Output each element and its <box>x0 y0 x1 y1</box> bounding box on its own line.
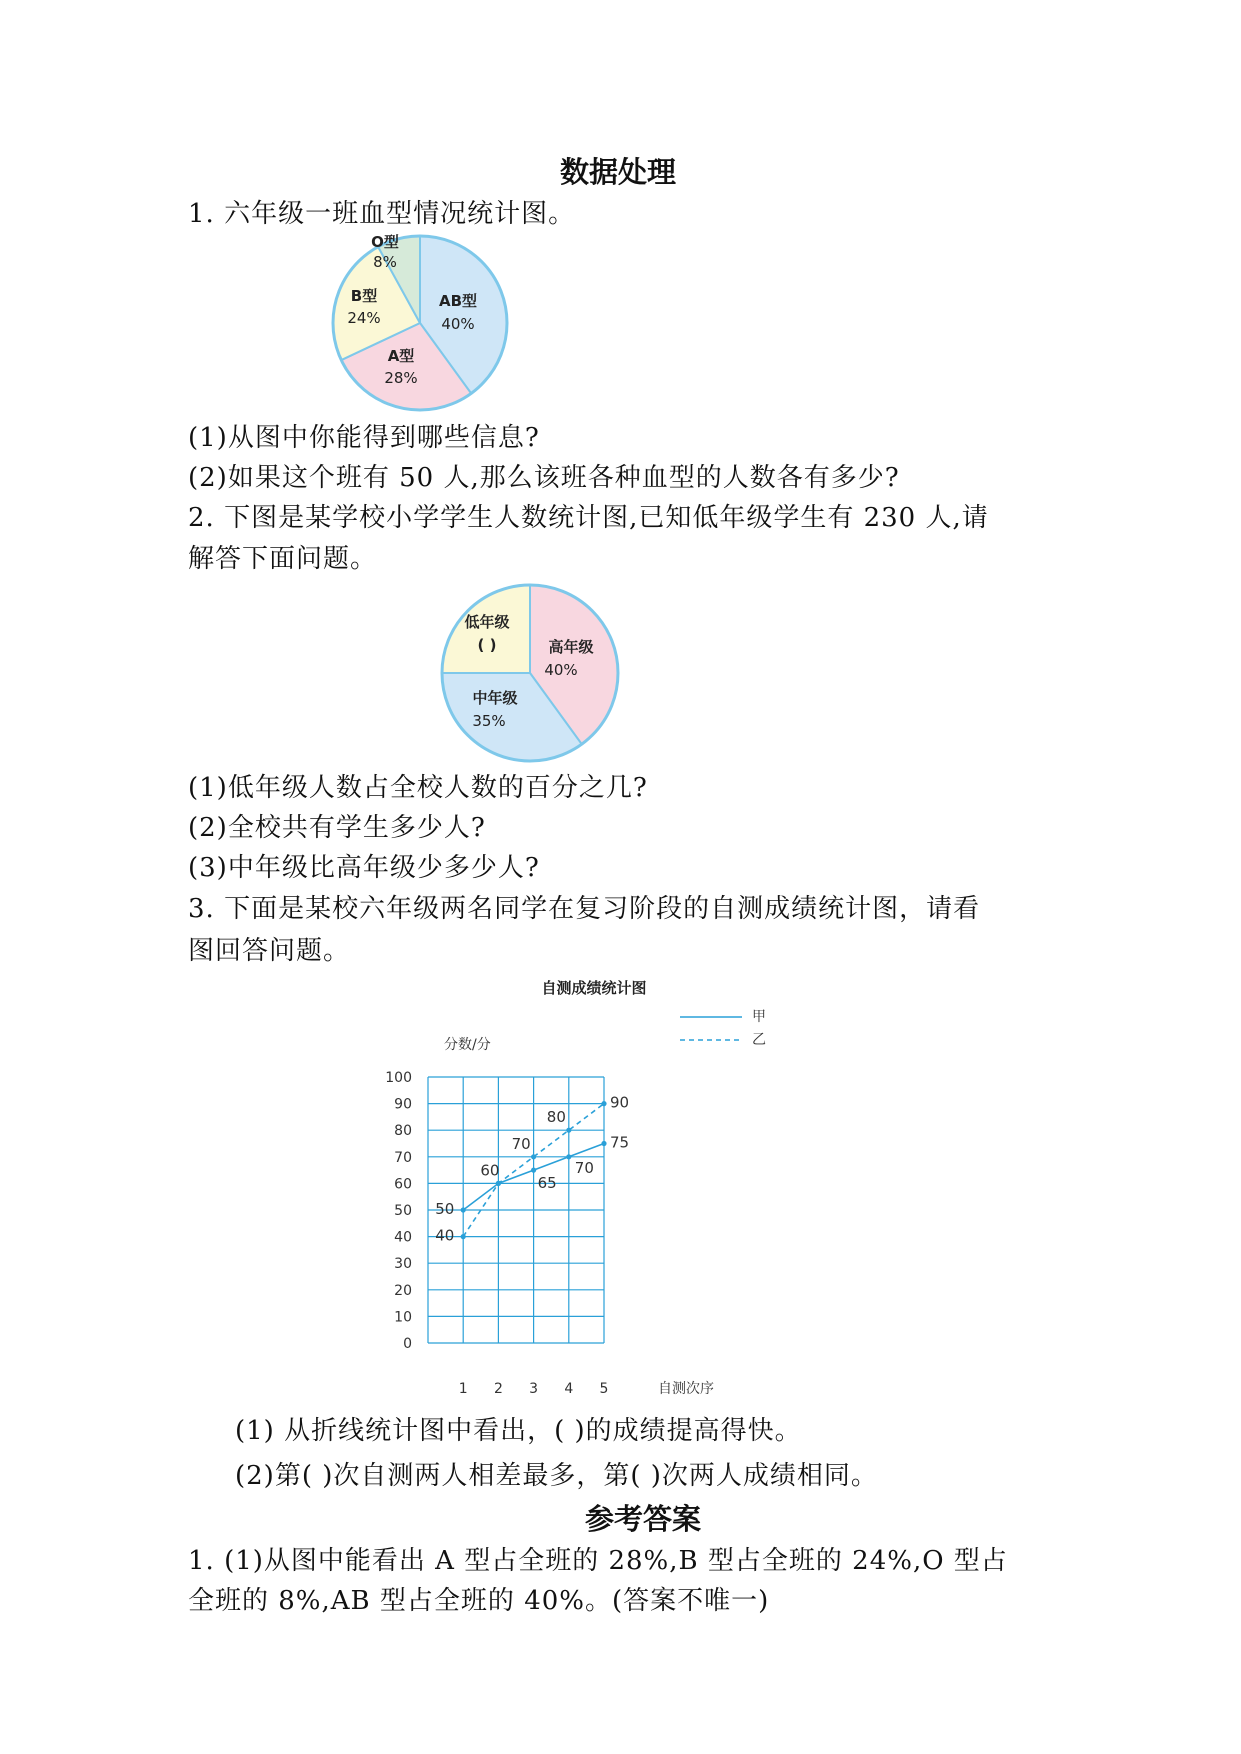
student-count-pie-chart <box>435 578 625 768</box>
series-1-point-2 <box>531 1154 536 1159</box>
y-tick-100: 100 <box>385 1070 412 1086</box>
y-tick-30: 30 <box>394 1256 412 1273</box>
series-0-point-0 <box>461 1207 466 1212</box>
pie1-label-a: A型 <box>387 347 415 365</box>
pie1-pct-b: 24% <box>347 309 381 327</box>
series-1-point-0 <box>461 1234 466 1239</box>
pie2-label-mid: 中年级 <box>472 689 518 707</box>
x-tick-2: 2 <box>493 1381 503 1397</box>
x-tick-1: 1 <box>458 1381 468 1397</box>
q3-sub2: (2)第( )次自测两人相差最多，第( )次两人成绩相同。 <box>235 1461 878 1491</box>
line-chart-legend <box>680 1009 766 1048</box>
series-1-point-3 <box>566 1128 571 1133</box>
y-tick-50: 50 <box>394 1203 412 1219</box>
pie2-slices <box>442 585 618 761</box>
x-tick-3: 3 <box>529 1381 539 1397</box>
answer-title: 参考答案 <box>585 1502 702 1536</box>
series-1-point-4 <box>601 1101 606 1106</box>
pie2-label-low: 低年级 <box>464 613 510 631</box>
data-label-0-4: 75 <box>610 1133 630 1152</box>
legend-label-yi: 乙 <box>752 1032 766 1048</box>
q1-sub2: (2)如果这个班有 50 人,那么该班各种血型的人数各有多少? <box>188 463 900 493</box>
blood-type-pie-chart <box>325 228 515 418</box>
pie2-label-high: 高年级 <box>548 638 594 656</box>
pie1-label-b: B型 <box>350 287 378 305</box>
y-axis-label: 分数/分 <box>444 1037 491 1053</box>
pie1-label-ab: AB型 <box>438 292 478 310</box>
data-label-1-2: 70 <box>511 1134 531 1153</box>
y-tick-0: 0 <box>403 1336 412 1352</box>
y-tick-20: 20 <box>394 1282 412 1299</box>
data-label-1-4: 90 <box>610 1093 630 1112</box>
q1-sub1: (1)从图中你能得到哪些信息? <box>188 423 540 453</box>
data-label-1-0: 40 <box>435 1226 455 1245</box>
answer-line1: 1. (1)从图中能看出 A 型占全班的 28%,B 型占全班的 24%,O 型占 <box>188 1546 1008 1576</box>
y-tick-60: 60 <box>394 1176 412 1193</box>
y-tick-90: 90 <box>394 1096 412 1113</box>
q3-sub1: (1) 从折线统计图中看出，( )的成绩提高得快。 <box>235 1416 802 1446</box>
data-label-0-2: 65 <box>537 1174 557 1193</box>
q2-stem-line1: 2. 下图是某学校小学学生人数统计图,已知低年级学生有 230 人,请 <box>188 503 989 533</box>
series-0-point-2 <box>531 1168 536 1173</box>
q3-stem-line2: 图回答问题。 <box>188 936 351 966</box>
q1-stem: 1. 六年级一班血型情况统计图。 <box>188 199 576 229</box>
page-title: 数据处理 <box>560 155 677 189</box>
data-label-1-3: 80 <box>546 1108 566 1127</box>
legend-label-jia: 甲 <box>752 1009 766 1025</box>
line-chart-grid <box>428 1077 604 1343</box>
x-tick-4: 4 <box>564 1381 574 1397</box>
y-tick-40: 40 <box>394 1229 412 1246</box>
pie1-pct-o: 8% <box>373 253 397 271</box>
q3-stem-line1: 3. 下面是某校六年级两名同学在复习阶段的自测成绩统计图，请看 <box>188 894 981 924</box>
pie2-pct-low: ( ) <box>477 636 497 654</box>
series-0-point-4 <box>601 1141 606 1146</box>
line-chart-title: 自测成绩统计图 <box>541 979 647 997</box>
pie1-pct-a: 28% <box>384 369 418 387</box>
series-1-point-1 <box>496 1181 501 1186</box>
pie1-label-o: O型 <box>371 233 399 251</box>
data-label-0-3: 70 <box>574 1158 594 1177</box>
q2-sub2: (2)全校共有学生多少人? <box>188 813 486 843</box>
q2-stem-line2: 解答下面问题。 <box>188 544 378 574</box>
answer-line2: 全班的 8%,AB 型占全班的 40%。(答案不唯一) <box>188 1586 770 1616</box>
pie2-pct-high: 40% <box>544 661 578 679</box>
pie2-pct-mid: 35% <box>472 712 506 730</box>
x-tick-5: 5 <box>599 1381 609 1397</box>
q2-sub3: (3)中年级比高年级少多少人? <box>188 853 540 883</box>
y-tick-70: 70 <box>394 1149 412 1166</box>
y-tick-10: 10 <box>394 1309 412 1326</box>
line-chart-x-ticks <box>459 1381 609 1397</box>
score-line-chart <box>385 970 790 1397</box>
y-tick-80: 80 <box>394 1123 412 1140</box>
data-label-0-0: 50 <box>435 1200 455 1218</box>
series-0-point-3 <box>566 1154 571 1159</box>
x-axis-label: 自测次序 <box>658 1381 714 1397</box>
line-chart-y-ticks <box>385 1070 412 1352</box>
data-label-0-1: 60 <box>480 1161 500 1180</box>
pie1-pct-ab: 40% <box>441 315 475 333</box>
q2-sub1: (1)低年级人数占全校人数的百分之几? <box>188 773 648 803</box>
